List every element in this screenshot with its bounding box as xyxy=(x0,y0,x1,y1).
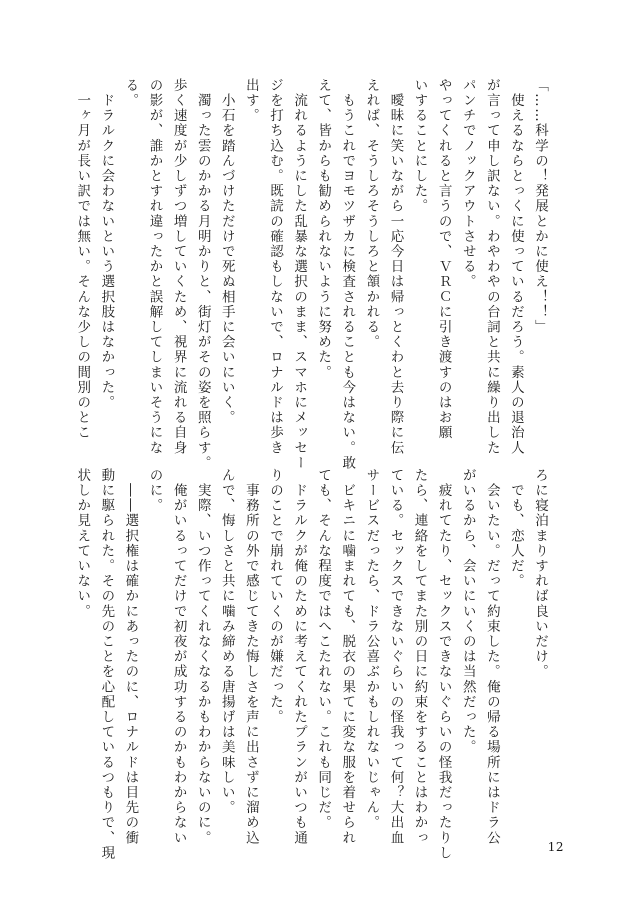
text-column: 小石を踏んづけただけで死ぬ相手に会いにいく。 xyxy=(218,78,235,426)
text-column: んで、悔しさと共に噛み締める唐揚げは美味しい。 xyxy=(218,468,235,816)
text-column: サービスだったら、ドラ公喜ぶかもしれないじゃん。 xyxy=(363,468,380,831)
text-column: 事務所の外で感じてきた悔しさを声に出さずに溜め込 xyxy=(242,468,259,846)
text-column: 歩く速度が少しずつ増していくため、視界に流れる自身 xyxy=(170,78,187,456)
page-number: 12 xyxy=(547,840,564,854)
text-column: ろに寝泊まりすれば良いだけ。 xyxy=(532,468,548,680)
text-column: 使えるならとっくに使っているだろう。素人の退治人 xyxy=(507,78,524,456)
text-column: いすることにした。 xyxy=(411,78,428,214)
text-column: 一ヶ月が長い訳では無い。そんな少しの間別のとこ xyxy=(74,78,91,441)
text-column: 流れるようにした乱暴な選択のまま、スマホにメッセー xyxy=(291,78,308,471)
text-column: のに。 xyxy=(146,468,163,514)
text-column: 疲れてたり、セックスできないぐらいの怪我だったりし xyxy=(435,468,452,861)
text-column: でも、恋人だ。 xyxy=(507,468,524,589)
text-column: ビキニに噛まれても、脱衣の果てに変な服を着せられ xyxy=(339,468,356,846)
text-column: えれば、そうしろそうしろと頷かれる。 xyxy=(363,78,380,350)
text-column: る。 xyxy=(122,78,139,109)
text-column: もうこれでヨモツザカに検査されることも今はない。敢 xyxy=(339,78,356,471)
text-column: えて、皆からも勧められないように努めた。 xyxy=(315,78,332,380)
text-column: りのことで崩れていくのが嫌だった。 xyxy=(266,468,283,725)
text-column: ――選択権は確かにあったのに、ロナルドは目先の衝 xyxy=(122,468,139,846)
text-column: ドラルクが俺のために考えてくれたプランがいつも通 xyxy=(291,468,308,846)
text-column: 曖昧に笑いながら一応今日は帰っとくわと去り際に伝 xyxy=(387,78,404,456)
text-column: 「……科学の！発展とかに使え！！」 xyxy=(532,78,548,335)
text-column: 状しか見えていない。 xyxy=(74,468,91,619)
text-column: たら、連絡をしてまた別の日に約束をすることはわかっ xyxy=(411,468,428,846)
text-column: ても、そんな程度ではへこたれない。これも同じだ。 xyxy=(315,468,332,831)
lower-text-block xyxy=(70,468,552,861)
text-column: が言って申し訳ない。わやわやの台詞と共に繰り出した xyxy=(483,78,500,456)
text-column: ドラルクに会わないという選択肢はなかった。 xyxy=(98,78,115,411)
text-column: 濁った雲のかかる月明かりと、街灯がその姿を照らす。 xyxy=(194,78,211,471)
text-column: 実際、いつ作ってくれなくなるかもわからないのに。 xyxy=(194,468,211,846)
text-column: がいるから、会いにいくのは当然だった。 xyxy=(459,468,476,755)
upper-text-block xyxy=(70,78,552,471)
text-column: ジを打ち込む。既読の確認もしないで、ロナルドは歩き xyxy=(266,78,283,456)
text-column: の影が、誰かとすれ違ったかと誤解してしまいそうにな xyxy=(146,78,163,456)
text-column: 会いたい。だって約束した。俺の帰る場所にはドラ公 xyxy=(483,468,500,846)
text-column: やってくれると言うので、ＶＲＣに引き渡すのはお願 xyxy=(435,78,452,441)
text-column: 動に駆られた。その先のことを心配しているつもりで、現 xyxy=(98,468,115,861)
text-column: 俺がいるってだけで初夜が成功するのかもわからない xyxy=(170,468,187,846)
text-column: ている。セックスできないぐらいの怪我って何？大出血 xyxy=(387,468,404,846)
text-column: 出す。 xyxy=(242,78,259,124)
text-column: パンチでノックアウトさせる。 xyxy=(459,78,476,290)
